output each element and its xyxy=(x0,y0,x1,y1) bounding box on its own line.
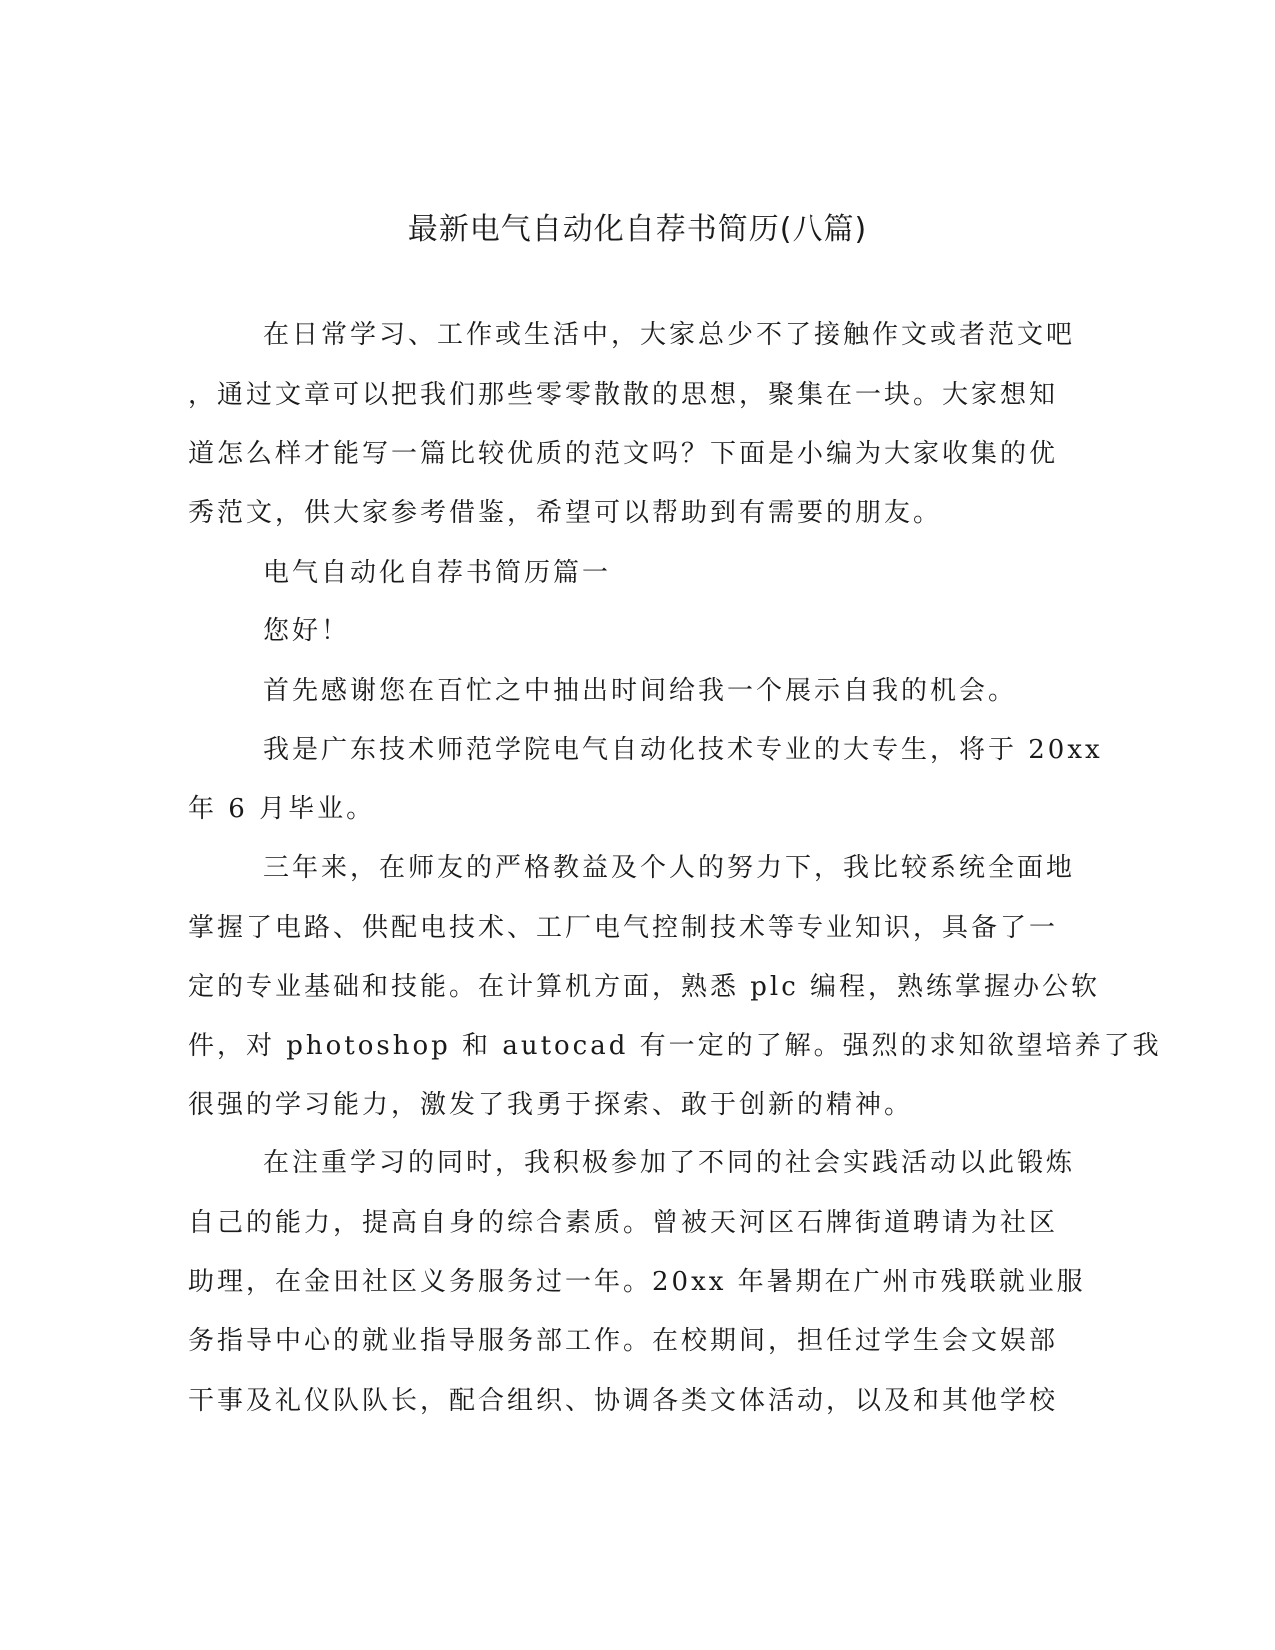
paragraph-line: ，通过文章可以把我们那些零零散散的思想，聚集在一块。大家想知 xyxy=(188,380,1059,410)
paragraph-line: 三年来，在师友的严格教益及个人的努力下，我比较系统全面地 xyxy=(263,853,1076,883)
paragraph-line: 道怎么样才能写一篇比较优质的范文吗？下面是小编为大家收集的优 xyxy=(188,439,1059,469)
paragraph-line: 我是广东技术师范学院电气自动化技术专业的大专生，将于 20xx xyxy=(263,735,1103,765)
paragraph-line: 很强的学习能力，激发了我勇于探索、敢于创新的精神。 xyxy=(188,1090,914,1120)
paragraph-line: 助理，在金田社区义务服务过一年。20xx 年暑期在广州市残联就业服 xyxy=(188,1267,1086,1297)
paragraph-line: 务指导中心的就业指导服务部工作。在校期间，担任过学生会文娱部 xyxy=(188,1326,1059,1356)
paragraph-line: 件，对 photoshop 和 autocad 有一定的了解。强烈的求知欲望培养了我 xyxy=(188,1031,1162,1061)
paragraph-line: 干事及礼仪队队长，配合组织、协调各类文体活动，以及和其他学校 xyxy=(188,1386,1059,1416)
paragraph-line: 年 6 月毕业。 xyxy=(188,794,376,824)
salutation: 您好！ xyxy=(263,616,351,646)
paragraph-line: 掌握了电路、供配电技术、工厂电气控制技术等专业知识，具备了一 xyxy=(188,913,1059,943)
section-heading: 电气自动化自荐书简历篇一 xyxy=(263,558,612,588)
paragraph-line: 在日常学习、工作或生活中，大家总少不了接触作文或者范文吧 xyxy=(263,320,1076,350)
document-title: 最新电气自动化自荐书简历(八篇) xyxy=(407,212,868,247)
paragraph-line: 秀范文，供大家参考借鉴，希望可以帮助到有需要的朋友。 xyxy=(188,498,943,528)
paragraph-line: 在注重学习的同时，我积极参加了不同的社会实践活动以此锻炼 xyxy=(263,1148,1076,1178)
paragraph-line: 自己的能力，提高自身的综合素质。曾被天河区石牌街道聘请为社区 xyxy=(188,1208,1059,1238)
paragraph-line: 首先感谢您在百忙之中抽出时间给我一个展示自我的机会。 xyxy=(263,676,1018,706)
paragraph-line: 定的专业基础和技能。在计算机方面，熟悉 plc 编程，熟练掌握办公软 xyxy=(188,972,1101,1002)
